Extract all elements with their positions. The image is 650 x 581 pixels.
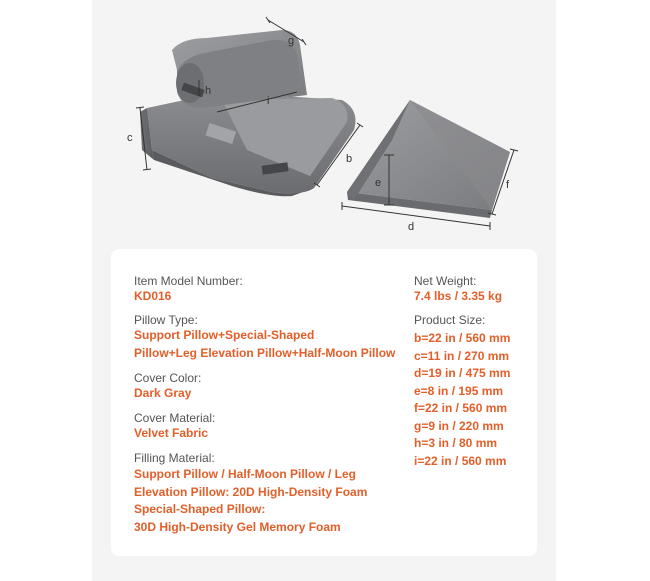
filling-line-4: 30D High-Density Gel Memory Foam [134, 520, 341, 534]
leg-elevation-wedge [347, 100, 510, 218]
filling-material-label: Filling Material: [134, 451, 215, 465]
label-e: e [375, 177, 382, 189]
cover-material-label: Cover Material: [134, 411, 216, 425]
net-weight-value: 7.4 lbs / 3.35 kg [414, 289, 503, 303]
label-f: f [506, 179, 510, 191]
filling-line-3: Special-Shaped Pillow: [134, 502, 266, 516]
label-d: d [408, 221, 415, 233]
cover-material-value: Velvet Fabric [134, 426, 209, 440]
size-i: i=22 in / 560 mm [414, 453, 507, 468]
cover-color-value: Dark Gray [134, 386, 192, 400]
cover-color-label: Cover Color: [134, 371, 202, 385]
label-h: h [205, 85, 212, 97]
model-number-value: KD016 [134, 289, 172, 303]
size-b: b=22 in / 560 mm [414, 331, 511, 345]
pillow-type-line-1: Support Pillow+Special-Shaped [134, 328, 315, 342]
label-i: i [267, 95, 270, 107]
net-weight-label: Net Weight: [414, 274, 477, 288]
size-h: h=3 in / 80 mm [414, 436, 498, 450]
label-c: c [127, 132, 133, 144]
product-size-label: Product Size: [414, 313, 486, 327]
size-f: f=22 in / 560 mm [414, 401, 508, 415]
support-pillow-set [140, 30, 356, 196]
model-number-label: Item Model Number: [134, 274, 243, 288]
size-c: c=11 in / 270 mm [414, 348, 510, 363]
size-g: g=9 in / 220 mm [414, 418, 504, 433]
product-diagram [92, 0, 556, 240]
pillow-type-line-2: Pillow+Leg Elevation Pillow+Half-Moon Pillow [134, 346, 396, 360]
filling-line-1: Support Pillow / Half-Moon Pillow / Leg [134, 467, 356, 481]
filling-line-2: Elevation Pillow: 20D High-Density Foam [134, 485, 368, 499]
size-d: d=19 in / 475 mm [414, 366, 511, 380]
pillow-type-label: Pillow Type: [134, 313, 198, 327]
label-b: b [346, 153, 353, 165]
size-e: e=8 in / 195 mm [414, 383, 504, 398]
product-size-list [414, 330, 510, 470]
label-g: g [288, 35, 295, 47]
